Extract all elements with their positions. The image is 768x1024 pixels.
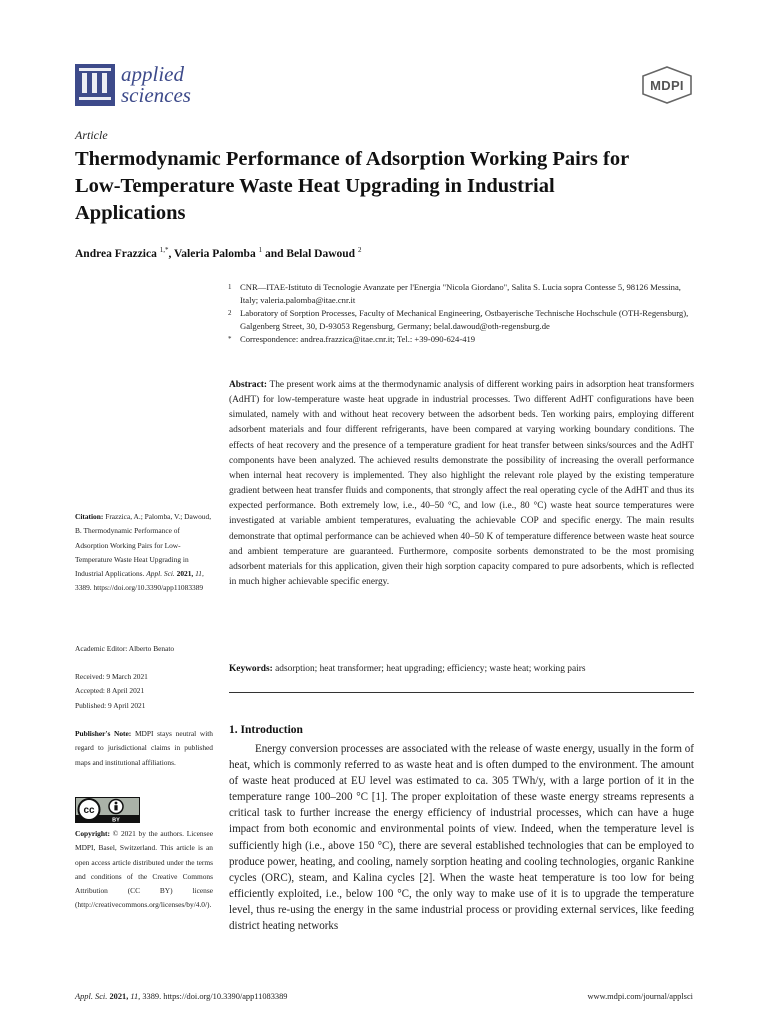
footer-citation: Appl. Sci. 2021, 11, 3389. https://doi.org/10.3390/app11083389 (75, 992, 288, 1001)
dates (75, 670, 213, 713)
journal-name: applied sciences (121, 62, 191, 107)
abstract-text: The present work aims at the thermodynamic analysis of different working pairs in adsorption heat transformers (AdHT) for low-temperature waste heat upgrade in industrial processes. Two different AdHT configurations have been simulated, namely with and without heat recovery between the adsorbent beds. Ten working pairs, employing different adsorbent materials and four different refrigerants, have been compared at varying working boundary conditions. The effects of heat recovery and the presence of a temperature gradient for heat transfer between sinks/sources and the AdHT components have been analyzed. The achieved results demonstrate the possibility of increasing the overall performance when internal heat recovery is implemented. They also highlight the relevant role played by the existing temperature gradient between heat transfer fluids and components, that strongly affect the real operating cycle of the AdHT and thus its expected performance. Both extremely low, i.e., 40–50 °C, and low (i.e., 80 °C) waste heat source temperatures were investigated at variable ambient temperatures, evaluating the achievable COP and specific energy. The main results demonstrate that optimal performance can be achieved when 40–50 K of temperature difference between waste heat source and ambient temperature are guaranteed. Furthermore, composite sorbents demonstrated to be the most promising adsorbent materials for this application, given their high sorption capacity compared to pure adsorbents, which is reflected in much higher achievable specific energy. (229, 380, 694, 588)
academic-editor: Academic Editor: Alberto Benato (75, 644, 175, 653)
cc-by-label: BY (112, 817, 120, 823)
keywords-label: Keywords: (229, 664, 273, 674)
body-paragraph: Energy conversion processes are associated with the release of waste energy, usually in the form of heat, which is commonly referred to as waste heat and is often dumped to the environment. The amount of waste heat produced at EU level was estimated to ca. 305 TWh/y, with a large portion of it in the temperature range 100–200 °C [1]. The proper exploitation of these waste energy streams represents a critical task to further increase the energy efficiency of industrial processes, which can have a huge impact from both economic and environmental points of view. Indeed, when the temperature level is sufficiently high (i.e., above 150 °C), there are several established technologies that can be employed to produce power, heating, and cooling, namely sorption heating and cooling technologies, organic Rankine cycles (ORC), steam, and Kalina cycles [2]. When the waste heat temperature is too low for being efficiently exploited, i.e., below 100 °C, the only way to make use of it is to upgrade the temperature level, thus re-using the energy in the same industrial process or providing external services, like feeding district heating networks (229, 743, 694, 933)
publisher-note: Publisher's Note: MDPI stays neutral with regard to jurisdictional claims in published maps and institutional affiliations. (75, 729, 213, 767)
journal-url[interactable]: www.mdpi.com/journal/applsci (587, 992, 693, 1001)
keywords (229, 662, 694, 676)
author-name: Belal Dawoud (286, 247, 356, 260)
journal-logo-icon (75, 64, 115, 106)
publisher-logo (641, 66, 693, 104)
cc-label: cc (83, 805, 95, 817)
author-list: Andrea Frazzica $^{1,*}$, Valeria Palomba $^1$ and Belal Dawoud $^2$ (75, 246, 362, 260)
citation: Citation: Frazzica, A.; Palomba, V.; Dawoud, B. Thermodynamic Performance of Adsorption Working Pairs for Low-Temperature Waste Heat Upgrading in Industrial Applications. Appl. Sci. 2021, 11, 3389. https://doi.org/10.3390/app11083389 (75, 512, 212, 593)
author-name: Andrea Frazzica (75, 247, 157, 260)
journal-logo (75, 62, 200, 108)
copyright: Copyright: © 2021 by the authors. Licensee MDPI, Basel, Switzerland. This article is an open access article distributed under the terms and conditions of the Creative Commons Attribution (CC BY) license (http://creativecommons.org/licenses/by/4.0/). (75, 829, 213, 910)
abstract-label: Abstract: (229, 380, 268, 390)
published-date: Published: 9 April 2021 (75, 700, 146, 710)
received-date: Received: 9 March 2021 (75, 672, 148, 681)
abstract (229, 378, 694, 590)
affiliation-item: 2 Laboratory of Sorption Processes, Faculty of Mechanical Engineering, Ostbayerische Technische Hochschule (OTH-Regensburg), Galgenberg Street, 30, D-93053 Regensburg, Germany; belal.dawoud@oth-regensburg.de (228, 307, 689, 331)
affiliation-item: 1 CNR—ITAE-Istituto di Tecnologie Avanzate per l'Energia "Nicola Giordano", Salita S. Lucia sopra Contesse 5, 98126 Messina, Italy; valeria.palomba@itae.cnr.it (228, 282, 681, 305)
cc-by-license-icon[interactable] (75, 797, 140, 823)
author-affiliation-mark: 1,* (159, 246, 169, 254)
affiliations (228, 281, 698, 346)
author-affiliation-mark: 1 (258, 246, 263, 254)
paper-title: Thermodynamic Performance of Adsorption Working Pairs for Low-Temperature Waste Heat Upgrading in Industrial Applications (75, 148, 629, 224)
divider (229, 692, 694, 693)
section-heading: 1. Introduction (229, 724, 303, 736)
keywords-text: adsorption; heat transformer; heat upgrading; efficiency; waste heat; working pairs (275, 664, 586, 674)
author-affiliation-mark: 2 (357, 246, 362, 254)
correspondence: * Correspondence: andrea.frazzica@itae.cnr.it; Tel.: +39-090-624-419 (228, 333, 476, 344)
article-type: Article (75, 128, 108, 142)
publisher-name: MDPI (650, 77, 684, 93)
accepted-date: Accepted: 8 April 2021 (75, 686, 145, 696)
author-name: Valeria Palomba (174, 247, 256, 260)
